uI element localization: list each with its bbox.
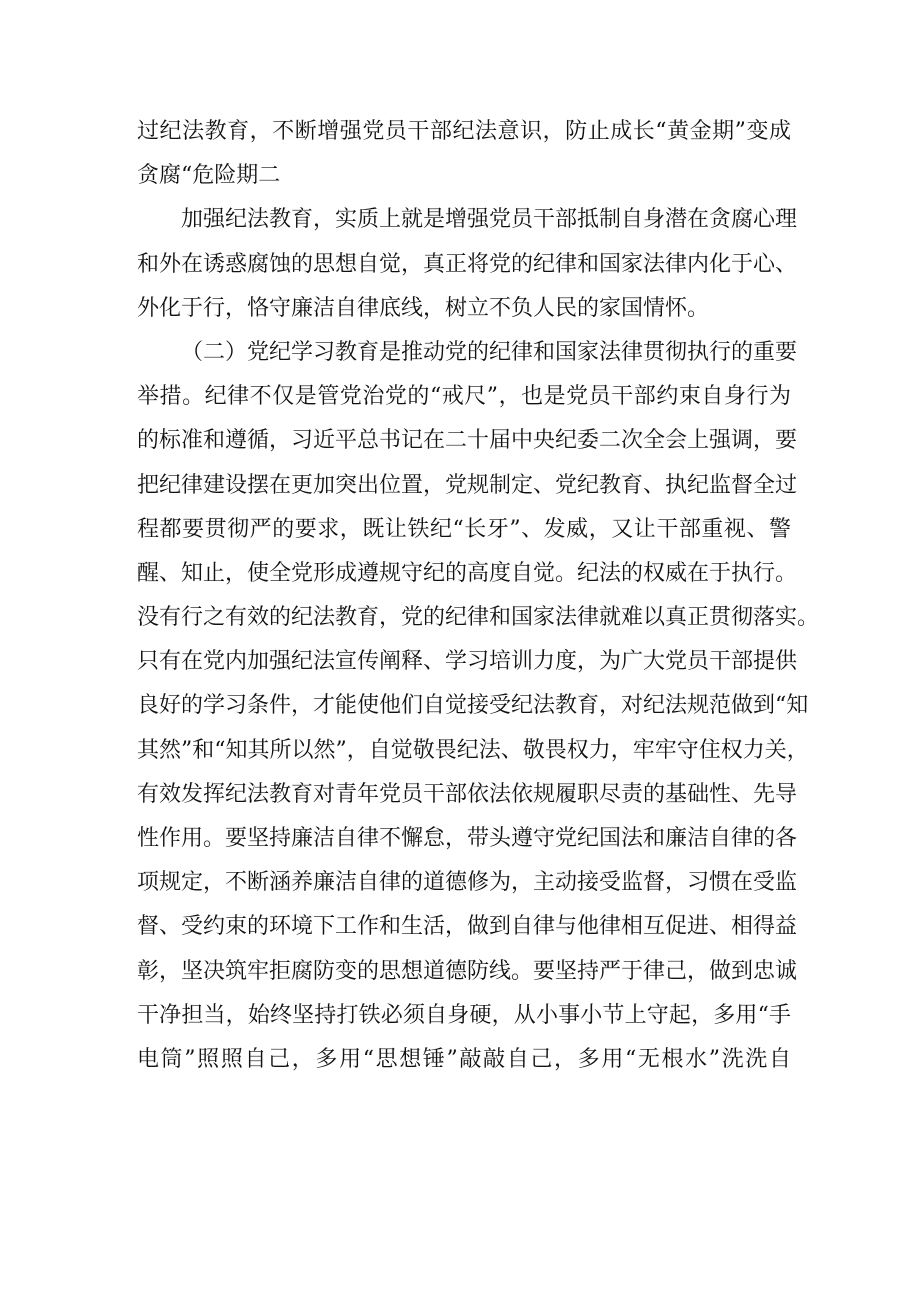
text-line: 项规定，不断涵养廉洁自律的道德修为，主动接受监督，习惯在受监 bbox=[137, 870, 798, 896]
document-body bbox=[137, 110, 820, 1082]
text-line: 性作用。要坚持廉洁自律不懈怠，带头遵守党纪国法和廉洁自律的各 bbox=[137, 826, 798, 851]
text-line: 和外在诱惑腐蚀的思想自觉，真正将党的纪律和国家法律内化于心、 bbox=[137, 251, 798, 277]
text-line: 没有行之有效的纪法教育，党的纪律和国家法律就难以真正贯彻落实。 bbox=[137, 605, 820, 631]
text-line: 良好的学习条件，才能使他们自觉接受纪法教育，对纪法规范做到“知 bbox=[137, 693, 809, 719]
text-line: 把纪律建设摆在更加突出位置，党规制定、党纪教育、执纪监督全过 bbox=[137, 472, 798, 498]
text-line: 督、受约束的环境下工作和生活，做到自律与他律相互促进、相得益 bbox=[137, 914, 798, 940]
text-line: 程都要贯彻严的要求，既让铁纪“长牙”、发威，又让干部重视、警 bbox=[137, 516, 791, 542]
text-line: 有效发挥纪法教育对青年党员干部依法依规履职尽责的基础性、先导 bbox=[137, 781, 798, 807]
text-line: 外化于行，恪守廉洁自律底线，树立不负人民的家国情怀。 bbox=[137, 295, 710, 321]
text-line: 电筒”照照自己，多用“思想锤”敲敲自己，多用“无根水”洗洗自 bbox=[137, 1046, 791, 1072]
text-line: 彰，坚决筑牢拒腐防变的思想道德防线。要坚持严于律己，做到忠诚 bbox=[137, 958, 798, 984]
text-line: 贪腐“危险期二 bbox=[137, 163, 281, 189]
text-line: 醒、知止，使全党形成遵规守纪的高度自觉。纪法的权威在于执行。 bbox=[137, 560, 798, 586]
text-line: 过纪法教育，不断增强党员干部纪法意识，防止成长“黄金期”变成 bbox=[137, 119, 791, 144]
text-line: （二）党纪学习教育是推动党的纪律和国家法律贯彻执行的重要 bbox=[181, 339, 798, 365]
text-line: 只有在党内加强纪法宣传阐释、学习培训力度，为广大党员干部提供 bbox=[137, 649, 798, 675]
text-line: 举措。纪律不仅是管党治党的“戒尺”，也是党员干部约束自身行为 bbox=[137, 384, 791, 410]
text-line: 干净担当，始终坚持打铁必须自身硬，从小事小节上守起，多用“手 bbox=[137, 1002, 791, 1028]
text-line: 其然”和“知其所以然”，自觉敬畏纪法、敬畏权力，牢牢守住权力关， bbox=[137, 737, 809, 763]
text-line: 加强纪法教育，实质上就是增强党员干部抵制自身潜在贪腐心理 bbox=[181, 207, 798, 233]
text-line: 的标准和遵循，习近平总书记在二十届中央纪委二次全会上强调，要 bbox=[137, 428, 798, 454]
